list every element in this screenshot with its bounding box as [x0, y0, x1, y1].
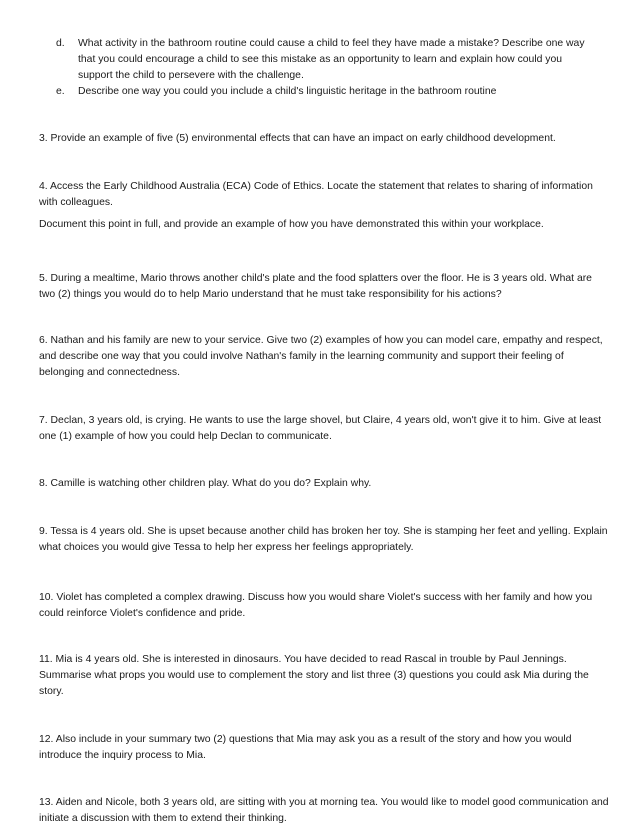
question-8 [39, 476, 609, 492]
question-instruction: Document this point in full, and provide an example of how you have demonstrated this within your workplace. [39, 219, 544, 230]
question-text: 3. Provide an example of five (5) environmental effects that can have an impact on early childhood development. [39, 133, 556, 144]
question-4 [39, 179, 609, 233]
sub-item-text: Describe one way you could you include a child's linguistic heritage in the bathroom routine [78, 86, 497, 97]
question-text: 10. Violet has completed a complex drawing. Discuss how you would share Violet's success with her family and how you could reinforce Violet's confidence and pride. [39, 592, 593, 619]
question-text: 9. Tessa is 4 years old. She is upset because another child has broken her toy. She is stamping her feet and yelling. Explain what choices you would give Tessa to help her express her feelings appropriately. [39, 526, 608, 553]
sub-item-text: What activity in the bathroom routine could cause a child to feel they have made a mistake? Describe one way that you could encourage a child to see this mistake as an opportunity to learn and explain how could you support the child to persevere with the challenge. [78, 38, 585, 81]
question-text: 7. Declan, 3 years old, is crying. He wants to use the large shovel, but Claire, 4 years old, won't give it to him. Give at least one (1) example of how you could help Declan to communicate. [39, 415, 602, 442]
sub-item-d [56, 36, 596, 84]
question-13 [39, 795, 609, 827]
question-text: 13. Aiden and Nicole, both 3 years old, are sitting with you at morning tea. You would like to model good communication and initiate a discussion with them to extend their thinking. [39, 797, 609, 824]
question-3 [39, 131, 609, 147]
question-text: 4. Access the Early Childhood Australia (ECA) Code of Ethics. Locate the statement that relates to sharing of information with colleagues. [39, 181, 593, 208]
question-10 [39, 590, 609, 622]
question-9 [39, 524, 609, 556]
sub-item-letter: d. [56, 38, 65, 49]
question-text: 5. During a mealtime, Mario throws another child's plate and the food splatters over the floor. He is 3 years old. What are two (2) things you would do to help Mario understand that he must take responsibility for his actions? [39, 273, 592, 300]
question-text: 12. Also include in your summary two (2) questions that Mia may ask you as a result of the story and how you would introduce the inquiry process to Mia. [39, 734, 572, 761]
question-7 [39, 413, 609, 445]
sub-item-letter: e. [56, 86, 65, 97]
question-text: 11. Mia is 4 years old. She is interested in dinosaurs. You have decided to read Rascal in trouble by Paul Jennings. Summarise what props you would use to complement the story and list three (3) questions you could ask Mia during the story. [39, 654, 589, 697]
sub-item-e [56, 84, 596, 100]
question-12 [39, 732, 609, 764]
question-text: 8. Camille is watching other children play. What do you do? Explain why. [39, 478, 372, 489]
question-5 [39, 271, 609, 303]
question-6 [39, 333, 609, 381]
question-text: 6. Nathan and his family are new to your service. Give two (2) examples of how you can model care, empathy and respect, and describe one way that you could involve Nathan's family in the learning community and support their feeling of belonging and connectedness. [39, 335, 603, 378]
question-11 [39, 652, 609, 700]
